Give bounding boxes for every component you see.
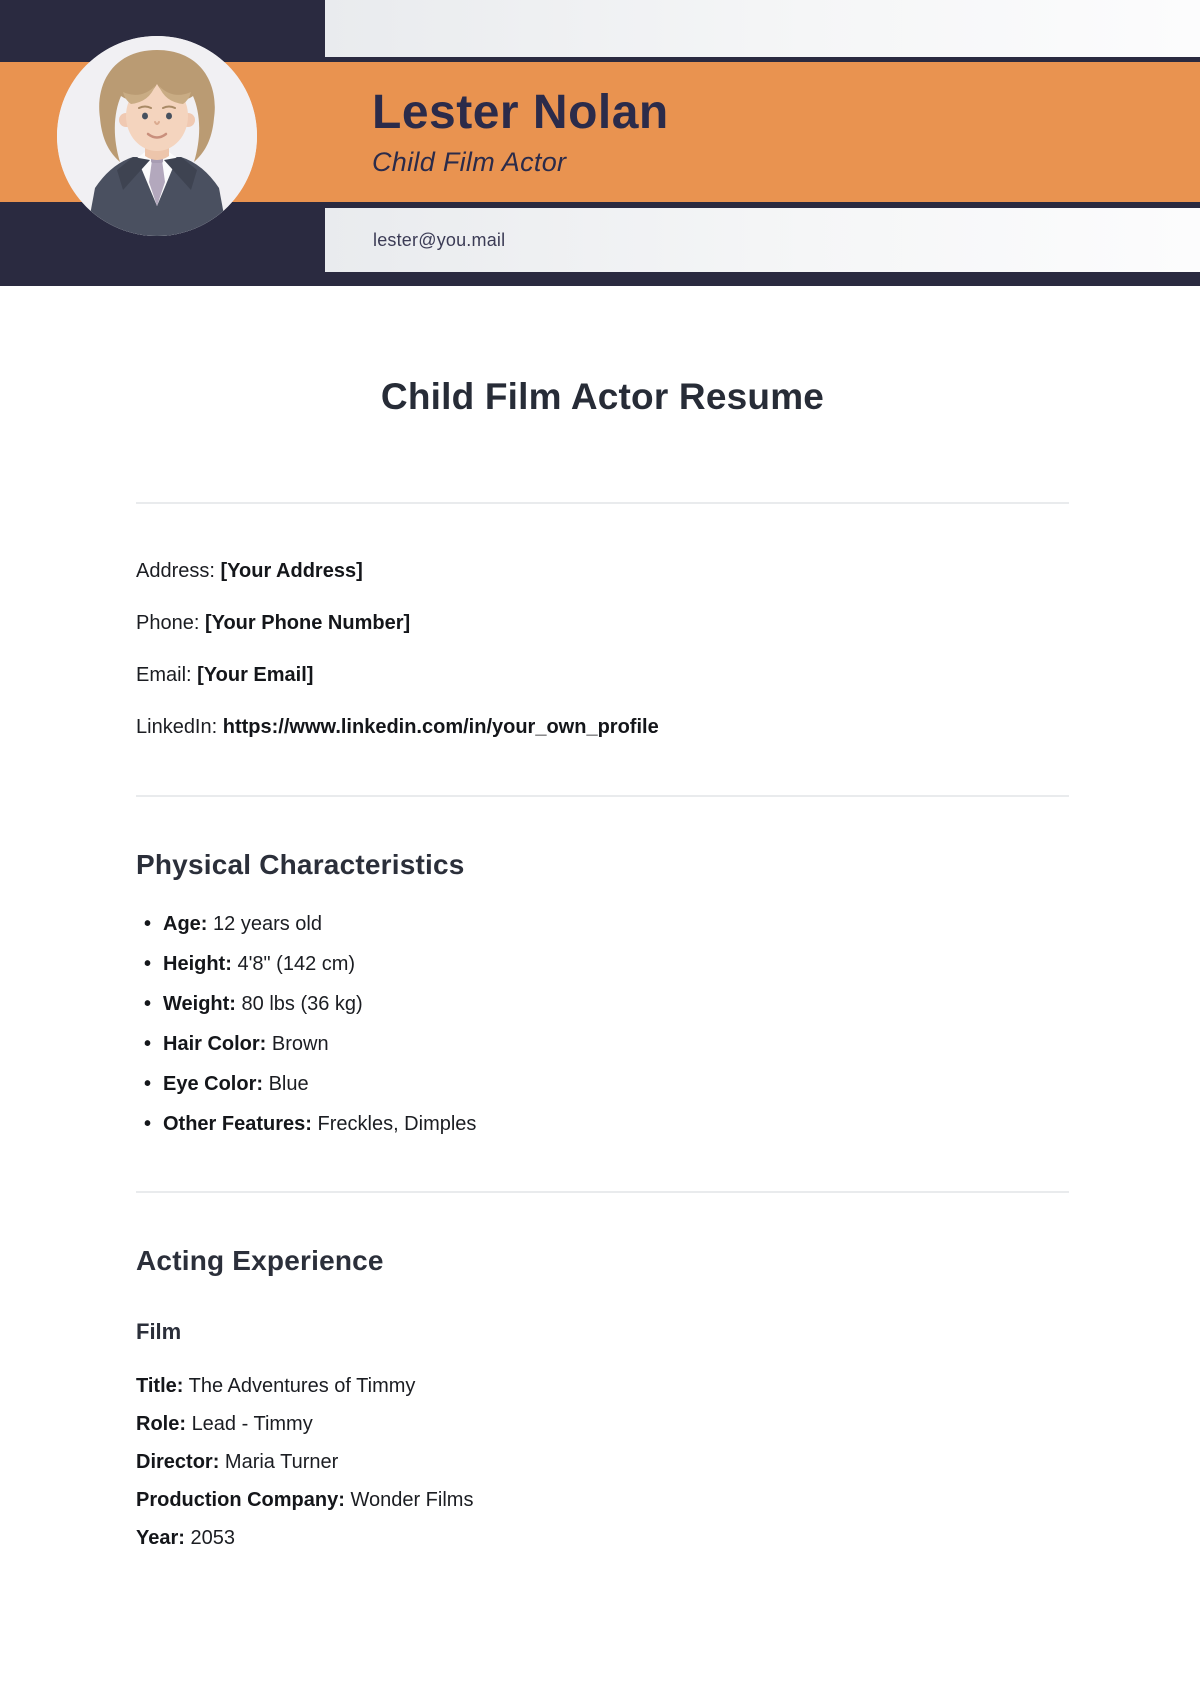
detail-line-title [136, 1372, 1069, 1400]
section-divider [136, 502, 1069, 504]
document-body [0, 286, 1200, 1552]
detail-value: Wonder Films [350, 1489, 474, 1511]
list-item [136, 989, 1069, 1019]
bullet-label: Hair Color: [163, 1033, 267, 1055]
physical-characteristics-list [136, 909, 1069, 1139]
bullet-value: 12 years old [213, 913, 322, 935]
detail-line-role [136, 1410, 1069, 1438]
detail-label: Title: [136, 1375, 184, 1397]
header-name-block [372, 62, 669, 202]
bullet-label: Age: [163, 913, 208, 935]
contact-label: LinkedIn: [136, 716, 218, 738]
contact-value: [Your Address] [220, 560, 363, 582]
bullet-label: Height: [163, 953, 232, 975]
bullet-value: 4'8" (142 cm) [237, 953, 356, 975]
bullet-label: Eye Color: [163, 1073, 264, 1095]
detail-value: 2053 [190, 1527, 235, 1549]
subheading-film: Film [136, 1319, 182, 1344]
detail-line-production-company [136, 1486, 1069, 1514]
bullet-label: Weight: [163, 993, 236, 1015]
email-text: lester@you.mail [373, 229, 506, 250]
contact-line-address [136, 556, 1069, 586]
bullet-value: Freckles, Dimples [317, 1113, 477, 1135]
header-email-panel [325, 208, 1200, 272]
header-banner [0, 0, 1200, 286]
person-name: Lester Nolan [372, 85, 669, 139]
bullet-value: 80 lbs (36 kg) [241, 993, 363, 1015]
section-divider [136, 795, 1069, 797]
contact-label: Phone: [136, 612, 200, 634]
detail-value: Lead - Timmy [191, 1413, 313, 1435]
list-item [136, 1029, 1069, 1059]
contact-line-linkedin [136, 712, 1069, 742]
section-divider [136, 1191, 1069, 1193]
contact-label: Email: [136, 664, 192, 686]
film-details-block [136, 1372, 1069, 1552]
detail-label: Year: [136, 1527, 185, 1549]
contact-line-phone [136, 608, 1069, 638]
person-role: Child Film Actor [372, 146, 567, 177]
section-heading-acting-experience: Acting Experience [136, 1245, 384, 1276]
list-item [136, 949, 1069, 979]
header-top-panel [325, 0, 1200, 57]
contact-value: [Your Phone Number] [204, 612, 411, 634]
detail-line-director [136, 1448, 1069, 1476]
contact-label: Address: [136, 560, 215, 582]
bullet-value: Brown [271, 1033, 329, 1055]
detail-value: The Adventures of Timmy [188, 1375, 416, 1397]
bullet-label: Other Features: [163, 1113, 312, 1135]
detail-label: Production Company: [136, 1489, 345, 1511]
contact-line-email [136, 660, 1069, 690]
list-item [136, 1109, 1069, 1139]
list-item [136, 1069, 1069, 1099]
contact-info-block [136, 556, 1069, 742]
boy-portrait-illustration [57, 36, 257, 236]
contact-value: [Your Email] [197, 664, 314, 686]
profile-photo [57, 36, 257, 236]
detail-label: Director: [136, 1451, 220, 1473]
section-heading-physical-characteristics: Physical Characteristics [136, 849, 465, 880]
detail-value: Maria Turner [224, 1451, 339, 1473]
list-item [136, 909, 1069, 939]
detail-label: Role: [136, 1413, 186, 1435]
linkedin-url-link[interactable]: https://www.linkedin.com/in/your_own_profile [222, 716, 659, 738]
detail-line-year [136, 1524, 1069, 1552]
bullet-value: Blue [268, 1073, 309, 1095]
document-title: Child Film Actor Resume [380, 376, 825, 417]
